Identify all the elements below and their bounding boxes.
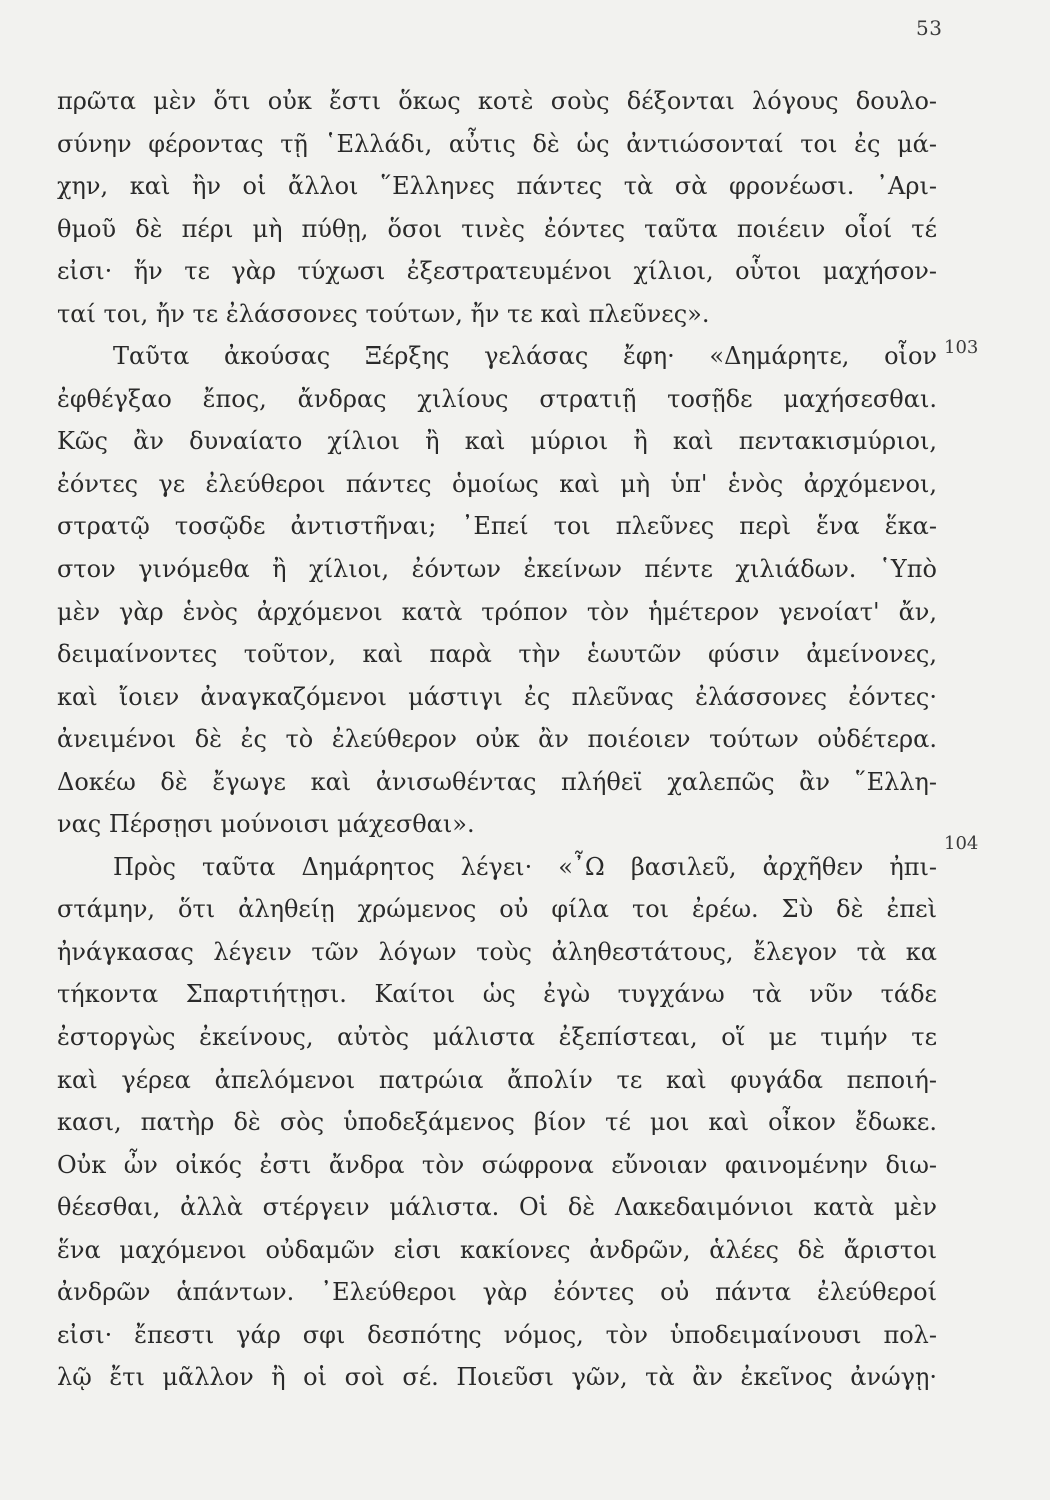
text-line: στρατῷ τοσῷδε ἀντιστῆναι; ᾿Επεί τοι πλεῦνες περὶ ἕνα ἕκα- xyxy=(57,512,937,541)
text-line: δειμαίνοντες τοῦτον, καὶ παρὰ τὴν ἑωυτῶν φύσιν ἀμείνονες, xyxy=(57,640,937,669)
text-line: θέεσθαι, ἀλλὰ στέργειν μάλιστα. Οἱ δὲ Λακεδαιμόνιοι κατὰ μὲν xyxy=(57,1193,937,1222)
text-line: ἀνδρῶν ἁπάντων. ᾿Ελεύθεροι γὰρ ἐόντες οὐ πάντα ἐλεύθεροί xyxy=(57,1278,937,1307)
text-line: Οὐκ ὦν οἰκός ἐστι ἄνδρα τὸν σώφρονα εὔνοιαν φαινομένην διω- xyxy=(57,1150,937,1179)
text-line: μὲν γὰρ ἑνὸς ἀρχόμενοι κατὰ τρόπον τὸν ἡμέτερον γενοίατ' ἄν, xyxy=(57,597,937,626)
text-line: ἐφθέγξαο ἔπος, ἄνδρας χιλίους στρατιῇ τοσῇδε μαχήσεσθαι. xyxy=(57,384,937,413)
section-number-103: 103 xyxy=(944,337,979,358)
text-line: καὶ ἴοιεν ἀναγκαζόμενοι μάστιγι ἐς πλεῦνας ἐλάσσονες ἐόντες· xyxy=(57,682,937,711)
text-line: Κῶς ἂν δυναίατο χίλιοι ἢ καὶ μύριοι ἢ καὶ πεντακισμύριοι, xyxy=(57,427,937,456)
text-line: θμοῦ δὲ πέρι μὴ πύθῃ, ὅσοι τινὲς ἐόντες ταῦτα ποιέειν οἷοί τέ xyxy=(57,214,937,243)
text-line: σύνην φέροντας τῇ ῾Ελλάδι, αὖτις δὲ ὡς ἀντιώσονταί τοι ἐς μά- xyxy=(57,129,937,158)
text-line: καὶ γέρεα ἀπελόμενοι πατρώια ἄπολίν τε καὶ φυγάδα πεποιή- xyxy=(57,1065,937,1094)
text-line: ἕνα μαχόμενοι οὐδαμῶν εἰσι κακίονες ἀνδρῶν, ἁλέες δὲ ἄριστοι xyxy=(57,1235,937,1264)
text-line: πρῶτα μὲν ὅτι οὐκ ἔστι ὅκως κοτὲ σοὺς δέξονται λόγους δουλο- xyxy=(57,87,937,115)
text-line: ταί τοι, ἤν τε ἐλάσσονες τούτων, ἤν τε καὶ πλεῦνες». xyxy=(57,299,710,328)
text-line: στον γινόμεθα ἢ χίλιοι, ἐόντων ἐκείνων πέντε χιλιάδων. ῾Υπὸ xyxy=(57,555,937,584)
text-line: τήκοντα Σπαρτιήτῃσι. Καίτοι ὡς ἐγὼ τυγχάνω τὰ νῦν τάδε xyxy=(57,980,937,1009)
text-line: Πρὸς ταῦτα Δημάρητος λέγει· «῏Ω βασιλεῦ, ἀρχῆθεν ἠπι- xyxy=(113,852,937,881)
text-line: χην, καὶ ἢν οἱ ἄλλοι ῞Ελληνες πάντες τὰ σὰ φρονέωσι. ᾿Αρι- xyxy=(57,172,937,201)
text-line: ἐόντες γε ἐλεύθεροι πάντες ὁμοίως καὶ μὴ ὑπ' ἑνὸς ἀρχόμενοι, xyxy=(57,469,937,498)
text-line: ἀνειμένοι δὲ ἐς τὸ ἐλεύθερον οὐκ ἂν ποιέοιεν τούτων οὐδέτερα. xyxy=(57,725,937,754)
text-line: εἰσι· ἥν τε γὰρ τύχωσι ἐξεστρατευμένοι χίλιοι, οὗτοι μαχήσον- xyxy=(57,257,937,286)
page-number: 53 xyxy=(916,16,943,40)
text-line: Ταῦτα ἀκούσας Ξέρξης γελάσας ἔφη· «Δημάρητε, οἷον xyxy=(113,342,937,371)
text-line: ἐστοργὼς ἐκείνους, αὐτὸς μάλιστα ἐξεπίστεαι, οἵ με τιμήν τε xyxy=(57,1023,937,1052)
text-line: ἠνάγκασας λέγειν τῶν λόγων τοὺς ἀληθεστάτους, ἔλεγον τὰ κα xyxy=(57,937,937,966)
text-line: στάμην, ὅτι ἀληθείῃ χρώμενος οὐ φίλα τοι ἐρέω. Σὺ δὲ ἐπεὶ xyxy=(57,895,937,924)
text-line: νας Πέρσῃσι μούνοισι μάχεσθαι». xyxy=(57,810,475,839)
main-text xyxy=(57,80,937,1399)
text-line: εἰσι· ἔπεστι γάρ σφι δεσπότης νόμος, τὸν ὑποδειμαίνουσι πολ- xyxy=(57,1320,937,1349)
text-line: κασι, πατὴρ δὲ σὸς ὑποδεξάμενος βίον τέ μοι καὶ οἶκον ἔδωκε. xyxy=(57,1108,937,1137)
text-line: Δοκέω δὲ ἔγωγε καὶ ἀνισωθέντας πλήθεϊ χαλεπῶς ἂν ῞Ελλη- xyxy=(57,767,937,796)
section-number-104: 104 xyxy=(944,833,979,854)
text-line: λῷ ἔτι μᾶλλον ἢ οἱ σοὶ σέ. Ποιεῦσι γῶν, τὰ ἂν ἐκεῖνος ἀνώγῃ· xyxy=(57,1363,937,1392)
